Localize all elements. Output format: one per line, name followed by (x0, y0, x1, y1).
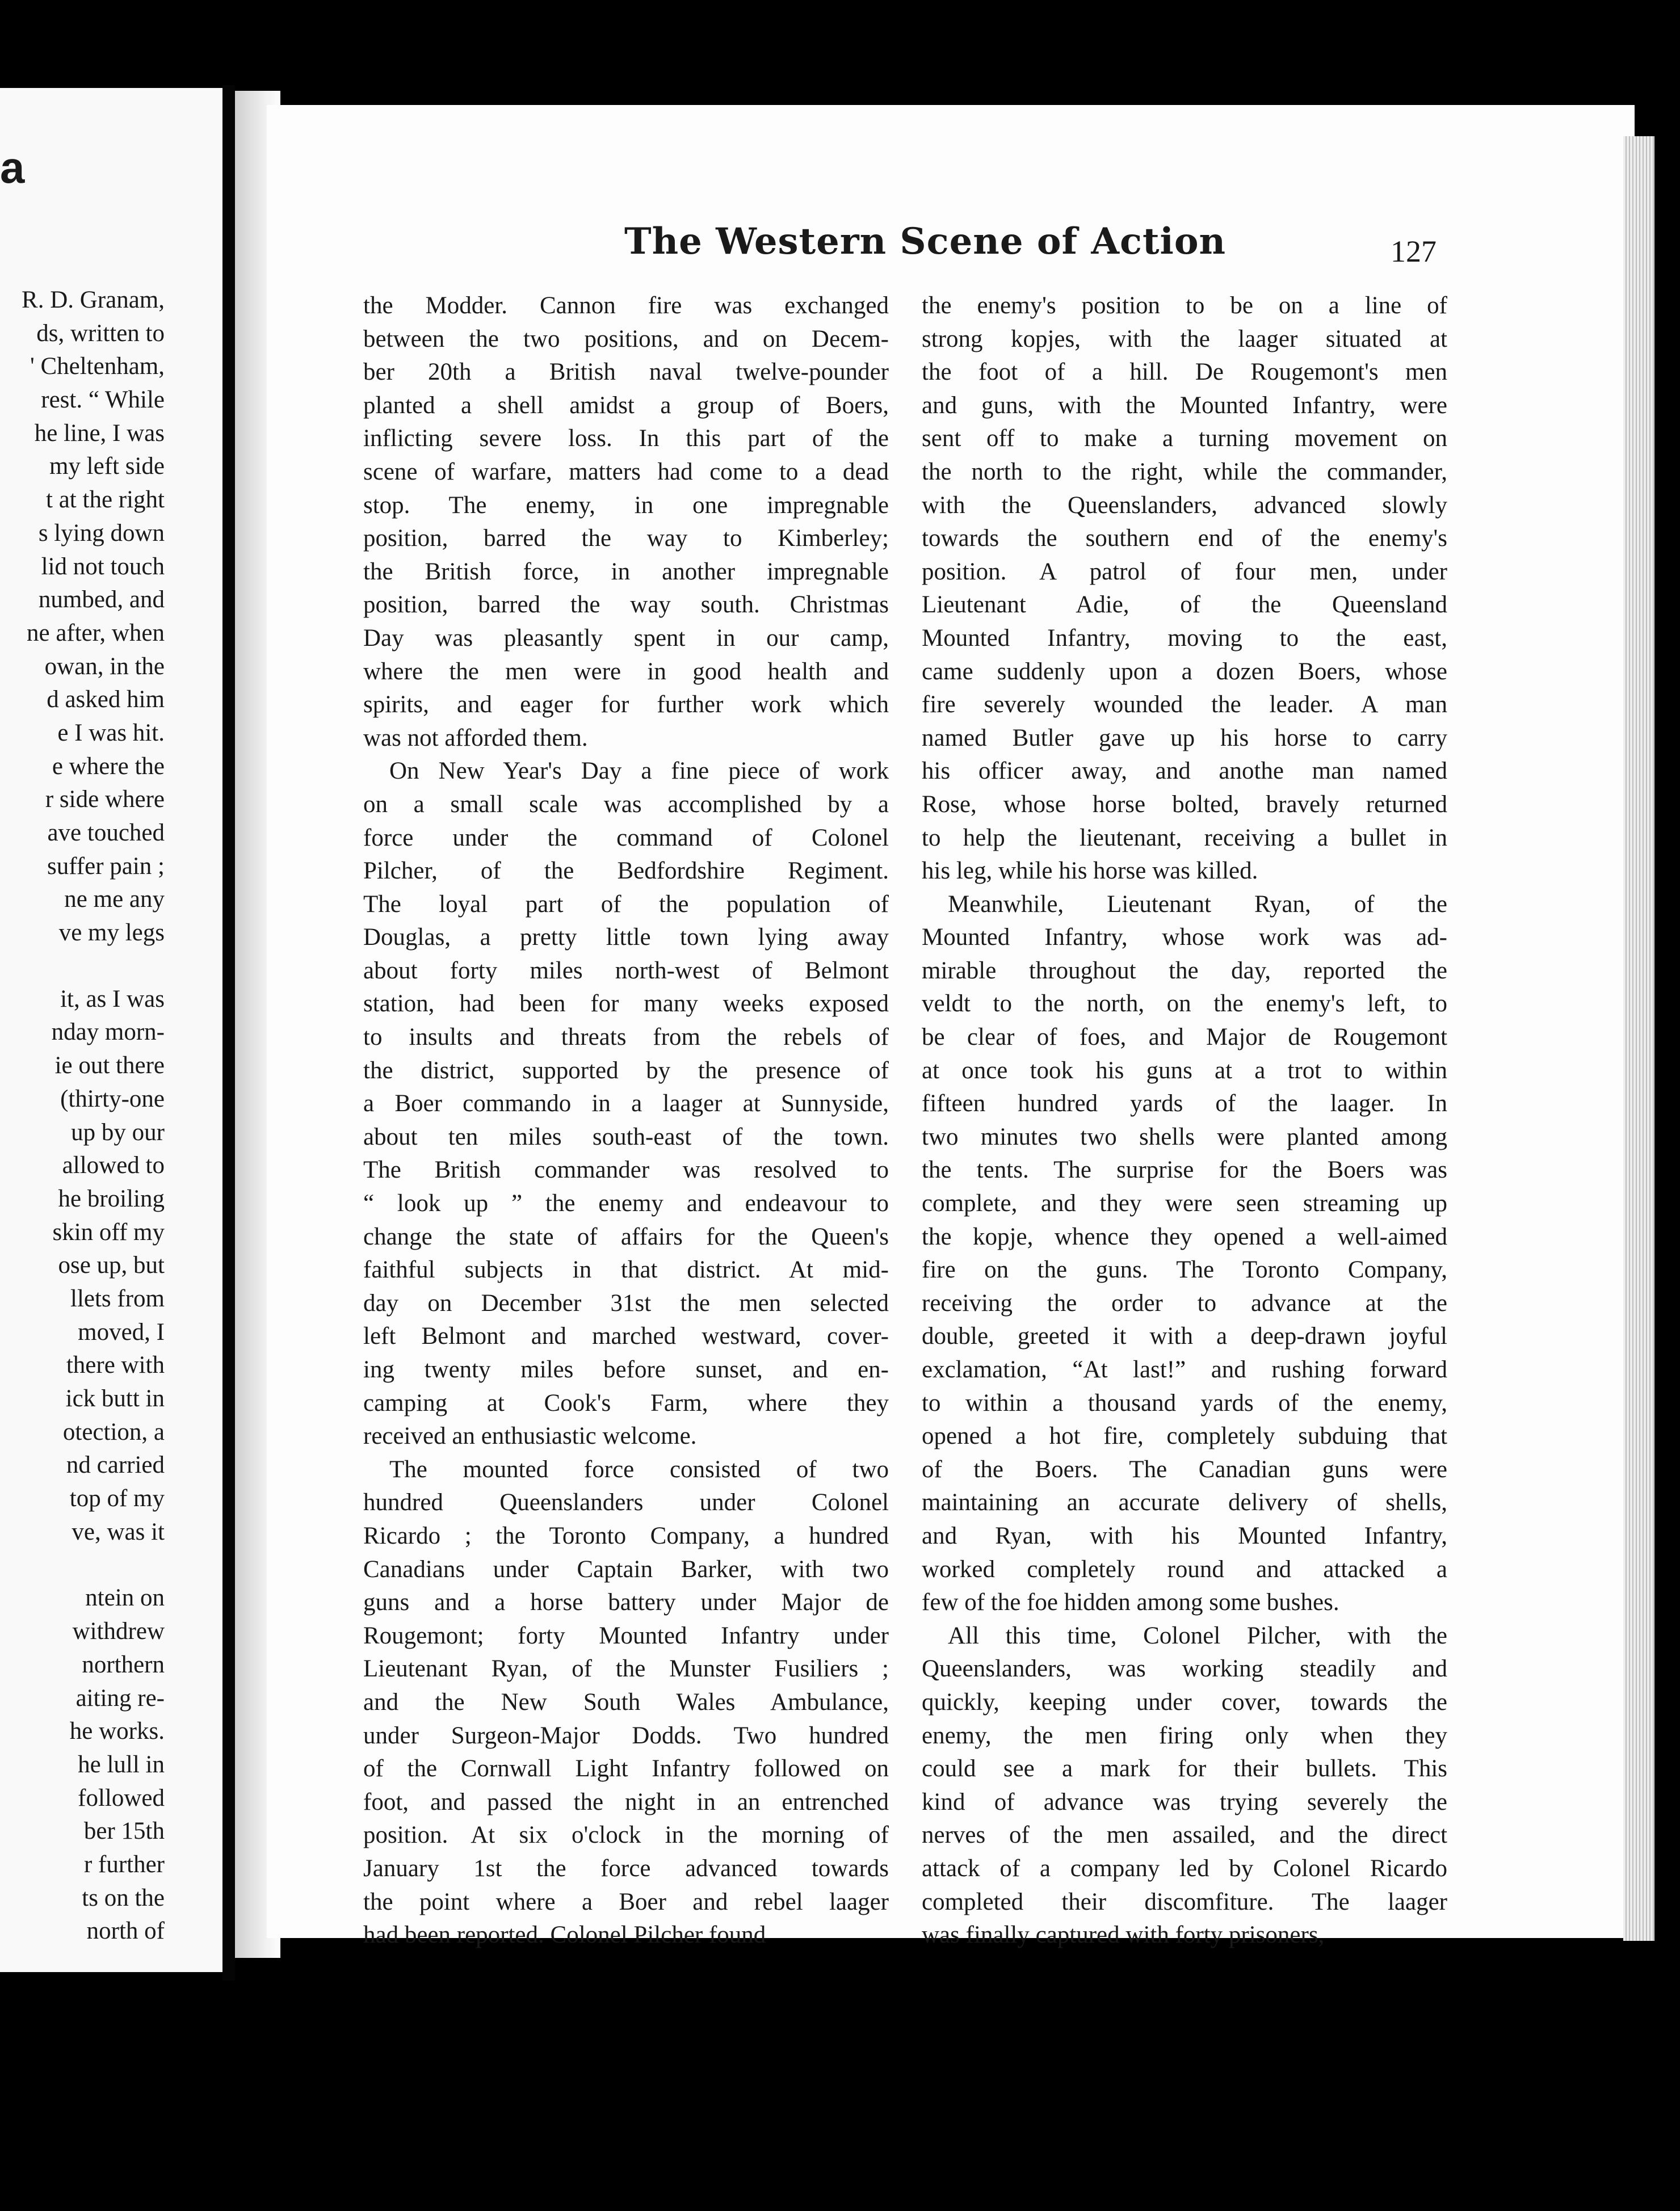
text-line: my left side (49, 453, 165, 480)
text-line: Rose, whose horse bolted, bravely returned (922, 791, 1447, 818)
text-line: with the Queenslanders, advanced slowly (922, 491, 1447, 519)
text-line: On New Year's Day a fine piece of work (389, 758, 889, 785)
text-line: inflicting severe loss. In this part of the (363, 425, 889, 452)
text-line: Rougemont; forty Mounted Infantry under (363, 1622, 889, 1649)
text-line: otection, a (62, 1418, 165, 1445)
text-line: Mounted Infantry, whose work was ad- (922, 924, 1447, 951)
text-line: few of the foe hidden among some bushes. (922, 1589, 1339, 1616)
text-line: about ten miles south-east of the town. (363, 1123, 889, 1150)
text-line: maintaining an accurate delivery of shells, (922, 1489, 1447, 1516)
text-line: left Belmont and marched westward, cover- (363, 1323, 889, 1350)
text-line: ave touched (47, 819, 165, 846)
text-line: northern (82, 1651, 165, 1678)
text-line: Canadians under Captain Barker, with two (363, 1556, 889, 1583)
facing-page-text (0, 284, 165, 1948)
text-line: about forty miles north-west of Belmont (363, 957, 889, 984)
text-line: under Surgeon-Major Dodds. Two hundred (363, 1722, 889, 1749)
text-line: suffer pain ; (47, 852, 165, 880)
text-line: position. A patrol of four men, under (922, 558, 1447, 585)
text-line: force under the command of Colonel (363, 824, 889, 851)
text-line: ose up, but (58, 1252, 165, 1279)
text-line: he works. (69, 1718, 165, 1745)
text-line: between the two positions, and on Decem- (363, 325, 889, 352)
text-line: of the Cornwall Light Infantry followed on (363, 1755, 889, 1783)
text-line: nday morn- (51, 1019, 165, 1046)
text-line: Pilcher, of the Bedfordshire Regiment. (363, 858, 889, 885)
text-line: foot, and passed the night in an entrenched (363, 1788, 889, 1815)
text-line: the enemy's position to be on a line of (922, 292, 1447, 319)
text-line: guns and a horse battery under Major de (363, 1589, 889, 1616)
text-line: Douglas, a pretty little town lying away (363, 924, 889, 951)
text-line: opened a hot fire, completely subduing that (922, 1423, 1447, 1450)
text-line: fifteen hundred yards of the laager. In (922, 1090, 1447, 1117)
text-line: it, as I was (60, 985, 165, 1012)
text-line: mirable throughout the day, reported the (922, 957, 1447, 984)
text-line: e where the (52, 753, 165, 780)
text-line: be clear of foes, and Major de Rougemont (922, 1024, 1447, 1051)
text-line: January 1st the force advanced towards (363, 1855, 889, 1882)
text-line: “ look up ” the enemy and endeavour to (363, 1190, 889, 1217)
text-line: a Boer commando in a laager at Sunnyside, (363, 1090, 889, 1117)
text-line: position, barred the way to Kimberley; (363, 525, 889, 552)
text-line: hundred Queenslanders under Colonel (363, 1489, 889, 1516)
text-column-right (922, 289, 1447, 1952)
text-line: and guns, with the Mounted Infantry, were (922, 392, 1447, 419)
book-gutter (222, 85, 235, 1981)
page-title: The Western Scene of Action (624, 220, 1227, 263)
text-line: on a small scale was accomplished by a (363, 791, 889, 818)
text-line: he broiling (58, 1185, 165, 1212)
text-line: moved, I (78, 1318, 165, 1346)
text-line: nd carried (66, 1452, 165, 1479)
text-line: had been reported. Colonel Pilcher found (363, 1922, 766, 1949)
text-line: received an enthusiastic welcome. (363, 1423, 697, 1450)
text-line: quickly, keeping under cover, towards the (922, 1688, 1447, 1716)
text-line: veldt to the north, on the enemy's left, to (922, 990, 1447, 1018)
text-line: ts on the (82, 1884, 165, 1911)
text-line: ber 20th a British naval twelve-pounder (363, 359, 889, 386)
text-line: his leg, while his horse was killed. (922, 858, 1258, 885)
text-line: numbed, and (38, 586, 165, 613)
text-line: skin off my (52, 1218, 165, 1246)
text-line: north of (86, 1918, 165, 1945)
text-line: scene of warfare, matters had come to a dead (363, 458, 889, 485)
text-line: e I was hit. (57, 719, 165, 746)
text-line: nerves of the men assailed, and the direct (922, 1822, 1447, 1849)
text-line: to within a thousand yards of the enemy, (922, 1389, 1447, 1416)
text-line: was not afforded them. (363, 724, 588, 751)
text-line: complete, and they were seen streaming up (922, 1190, 1447, 1217)
text-line: All this time, Colonel Pilcher, with the (948, 1622, 1447, 1649)
text-line: the foot of a hill. De Rougemont's men (922, 359, 1447, 386)
text-line: where the men were in good health and (363, 658, 889, 685)
text-line: sent off to make a turning movement on (922, 425, 1447, 452)
text-line: exclamation, “At last!” and rushing forward (922, 1356, 1447, 1383)
text-line: ds, written to (36, 320, 165, 347)
text-line: the tents. The surprise for the Boers was (922, 1157, 1447, 1184)
text-line: ve my legs (58, 919, 165, 947)
text-line: position. At six o'clock in the morning of (363, 1822, 889, 1849)
text-line: withdrew (72, 1618, 165, 1645)
text-line: the British force, in another impregnable (363, 558, 889, 585)
page-number: 127 (1391, 234, 1437, 268)
text-line: allowed to (62, 1152, 165, 1179)
text-line: station, had been for many weeks exposed (363, 990, 889, 1018)
text-line: there with (66, 1352, 165, 1379)
text-line: and Ryan, with his Mounted Infantry, (922, 1522, 1447, 1549)
text-line: The loyal part of the population of (363, 890, 889, 918)
text-line: llets from (70, 1285, 165, 1312)
text-line: ve, was it (72, 1518, 165, 1545)
text-line: enemy, the men firing only when they (922, 1722, 1447, 1749)
text-line: r further (83, 1851, 165, 1878)
text-line: completed their discomfiture. The laager (922, 1888, 1447, 1915)
text-line: two minutes two shells were planted among (922, 1123, 1447, 1150)
text-line: aiting re- (75, 1684, 165, 1712)
text-line: (thirty-one (60, 1085, 165, 1112)
text-line: the north to the right, while the commander, (922, 458, 1447, 485)
text-line: top of my (69, 1485, 165, 1512)
text-line: towards the southern end of the enemy's (922, 525, 1447, 552)
text-line: up by our (71, 1119, 165, 1146)
text-line: spirits, and eager for further work which (363, 691, 889, 718)
text-line: ing twenty miles before sunset, and en- (363, 1356, 889, 1383)
text-line: to insults and threats from the rebels of (363, 1024, 889, 1051)
text-line: Mounted Infantry, moving to the east, (922, 624, 1447, 651)
text-line: position, barred the way south. Christmas (363, 591, 889, 619)
text-line: kind of advance was trying severely the (922, 1788, 1447, 1815)
text-line: worked completely round and attacked a (922, 1556, 1447, 1583)
text-line: Meanwhile, Lieutenant Ryan, of the (948, 890, 1447, 918)
text-line: he lull in (78, 1751, 165, 1778)
text-line: Lieutenant Ryan, of the Munster Fusiliers ; (363, 1655, 889, 1683)
text-line: strong kopjes, with the laager situated at (922, 325, 1447, 352)
text-line: ick butt in (65, 1385, 165, 1412)
text-line: to help the lieutenant, receiving a bullet in (922, 824, 1447, 851)
text-line: of the Boers. The Canadian guns were (922, 1456, 1447, 1483)
text-line: the point where a Boer and rebel laager (363, 1888, 889, 1915)
text-line: Ricardo ; the Toronto Company, a hundred (363, 1522, 889, 1549)
text-line: lid not touch (41, 553, 165, 580)
text-line: the kopje, whence they opened a well-aimed (922, 1223, 1447, 1250)
text-line: t at the right (46, 486, 165, 514)
text-line: camping at Cook's Farm, where they (363, 1389, 889, 1416)
facing-page-heading: a (0, 142, 25, 192)
text-column-left (363, 289, 889, 1952)
text-line: R. D. Granam, (22, 287, 165, 313)
text-line: change the state of affairs for the Queen's (363, 1223, 889, 1250)
text-line: fire on the guns. The Toronto Company, (922, 1256, 1447, 1284)
text-line: d asked him (47, 686, 165, 713)
text-line: Day was pleasantly spent in our camp, (363, 624, 889, 651)
text-line: was finally captured with forty prisoners, (922, 1922, 1325, 1949)
text-line: ntein on (85, 1584, 165, 1612)
text-line: rest. “ While (41, 386, 165, 414)
text-line: day on December 31st the men selected (363, 1289, 889, 1317)
text-line: his officer away, and anothe man named (922, 758, 1447, 785)
text-line: named Butler gave up his horse to carry (922, 724, 1447, 751)
text-line: attack of a company led by Colonel Ricardo (922, 1855, 1447, 1882)
text-line: he line, I was (34, 419, 165, 447)
text-line: could see a mark for their bullets. This (922, 1755, 1447, 1783)
text-line: r side where (45, 786, 165, 813)
text-line: double, greeted it with a deep-drawn joyful (922, 1323, 1447, 1350)
text-line: ber 15th (83, 1818, 165, 1845)
text-line: came suddenly upon a dozen Boers, whose (922, 658, 1447, 685)
text-line: ' Cheltenham, (30, 353, 165, 380)
text-line: at once took his guns at a trot to within (922, 1057, 1447, 1084)
text-line: the district, supported by the presence of (363, 1057, 889, 1084)
page-edges (1623, 136, 1654, 1941)
text-line: the Modder. Cannon fire was exchanged (363, 292, 889, 319)
text-line: ne after, when (26, 619, 165, 646)
text-line: ie out there (54, 1052, 165, 1079)
text-line: s lying down (38, 519, 165, 547)
text-line: owan, in the (44, 653, 165, 680)
text-line: and the New South Wales Ambulance, (363, 1688, 889, 1716)
text-line: faithful subjects in that district. At mid- (363, 1256, 889, 1284)
text-line: The British commander was resolved to (363, 1157, 889, 1184)
text-line: receiving the order to advance at the (922, 1289, 1447, 1317)
text-line: ne me any (64, 886, 165, 913)
text-line: stop. The enemy, in one impregnable (363, 491, 889, 519)
text-line: The mounted force consisted of two (389, 1456, 889, 1483)
text-line: Queenslanders, was working steadily and (922, 1655, 1447, 1683)
text-line: fire severely wounded the leader. A man (922, 691, 1447, 718)
text-line: followed (78, 1784, 165, 1811)
text-line: Lieutenant Adie, of the Queensland (922, 591, 1447, 619)
text-line: planted a shell amidst a group of Boers, (363, 392, 889, 419)
